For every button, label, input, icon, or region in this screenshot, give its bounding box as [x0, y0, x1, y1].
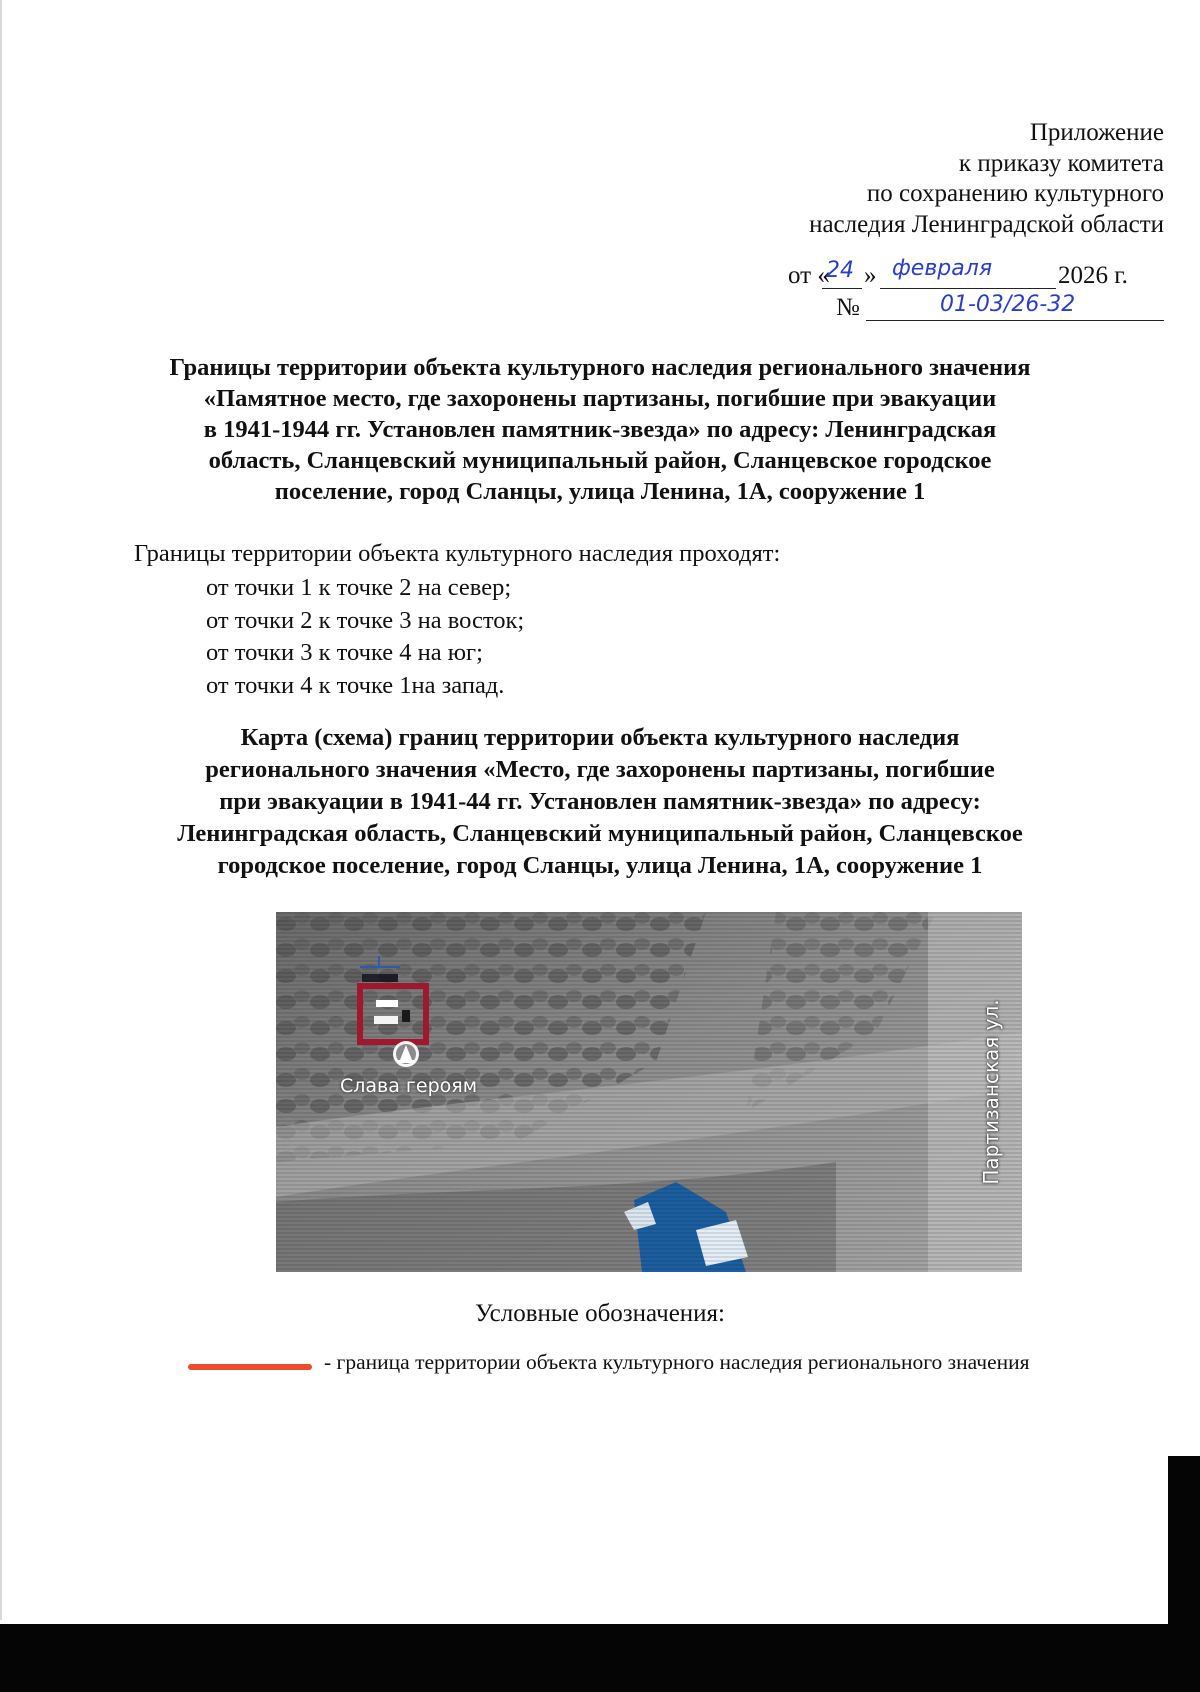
month-underline — [880, 288, 1056, 289]
legend-item-boundary — [188, 1350, 1148, 1384]
boundaries-title — [130, 352, 1070, 507]
annex-line-2: к приказу комитета — [958, 149, 1164, 177]
street-label-container — [966, 922, 1016, 1262]
scan-bottom-bar — [0, 1624, 1200, 1692]
legend-boundary-text: - граница территории объекта культурного наследия регионального значения — [324, 1350, 1030, 1374]
boundaries-title-line: Границы территории объекта культурного наследия регионального значения — [169, 354, 1031, 381]
date-prefix: от « — [788, 262, 830, 289]
boundaries-title-line: «Памятное место, где захоронены партизаны, погибшие при эвакуации — [203, 385, 997, 412]
order-number-handwritten: 01-03/26-32 — [940, 292, 1076, 317]
boundary-step: от точки 4 к точке 1на запад. — [206, 671, 505, 699]
order-date-line — [788, 256, 1164, 296]
boundaries-title-line: в 1941-1944 гг. Установлен памятник-звезда» по адресу: Ленинградская — [203, 416, 997, 443]
boundaries-title-line: поселение, город Сланцы, улица Ленина, 1А, сооружение 1 — [274, 478, 926, 505]
monument-shadow — [402, 1010, 410, 1022]
street-label: Партизанская ул. — [979, 999, 1003, 1185]
order-month-handwritten: февраля — [892, 256, 993, 281]
map-title-line: регионального значения «Место, где захоронены партизаны, погибшие — [205, 756, 995, 783]
boundaries-steps — [206, 572, 524, 702]
legend-title: Условные обозначения: — [474, 1300, 726, 1327]
scan-bottom-corner — [1168, 1456, 1200, 1692]
legend-boundary-swatch — [188, 1364, 312, 1370]
order-number-line — [836, 294, 1164, 328]
map-title-line: при эвакуации в 1941-44 гг. Установлен памятник-звезда» по адресу: — [219, 788, 981, 815]
boundaries-intro: Границы территории объекта культурного наследия проходят: — [134, 540, 781, 567]
satellite-map — [276, 912, 1022, 1272]
monument-icon — [393, 1041, 419, 1067]
boundary-step: от точки 3 к точке 4 на юг; — [206, 639, 483, 666]
annex-header — [809, 118, 1164, 240]
boundary-step: от точки 1 к точке 2 на север; — [206, 574, 512, 601]
annex-line-3: по сохранению культурного — [866, 180, 1164, 207]
day-underline — [822, 288, 862, 289]
annex-line-1: Приложение — [1029, 119, 1164, 146]
monument-highlight — [376, 1000, 398, 1007]
map-title-line: Ленинградская область, Сланцевский муниципальный район, Сланцевское — [177, 820, 1023, 847]
annex-line-4: наследия Ленинградской области — [809, 210, 1164, 238]
scan-left-edge — [0, 0, 2, 1620]
order-day-handwritten: 24 — [826, 258, 854, 283]
boundary-step: от точки 2 к точке 3 на восток; — [206, 606, 525, 634]
number-sign: № — [836, 294, 860, 321]
monument-highlight — [374, 1016, 398, 1024]
poi-label: Слава героям — [340, 1075, 478, 1097]
number-underline — [866, 320, 1164, 321]
map-title-line: городское поселение, город Сланцы, улица Ленина, 1А, сооружение 1 — [217, 852, 983, 879]
map-title-line: Карта (схема) границ территории объекта культурного наследия — [240, 724, 960, 751]
order-year: 2026 г. — [1058, 262, 1128, 289]
date-mid: » — [864, 262, 877, 289]
boundaries-title-line: область, Сланцевский муниципальный район, Сланцевское городское — [208, 447, 992, 474]
map-title — [130, 722, 1070, 882]
